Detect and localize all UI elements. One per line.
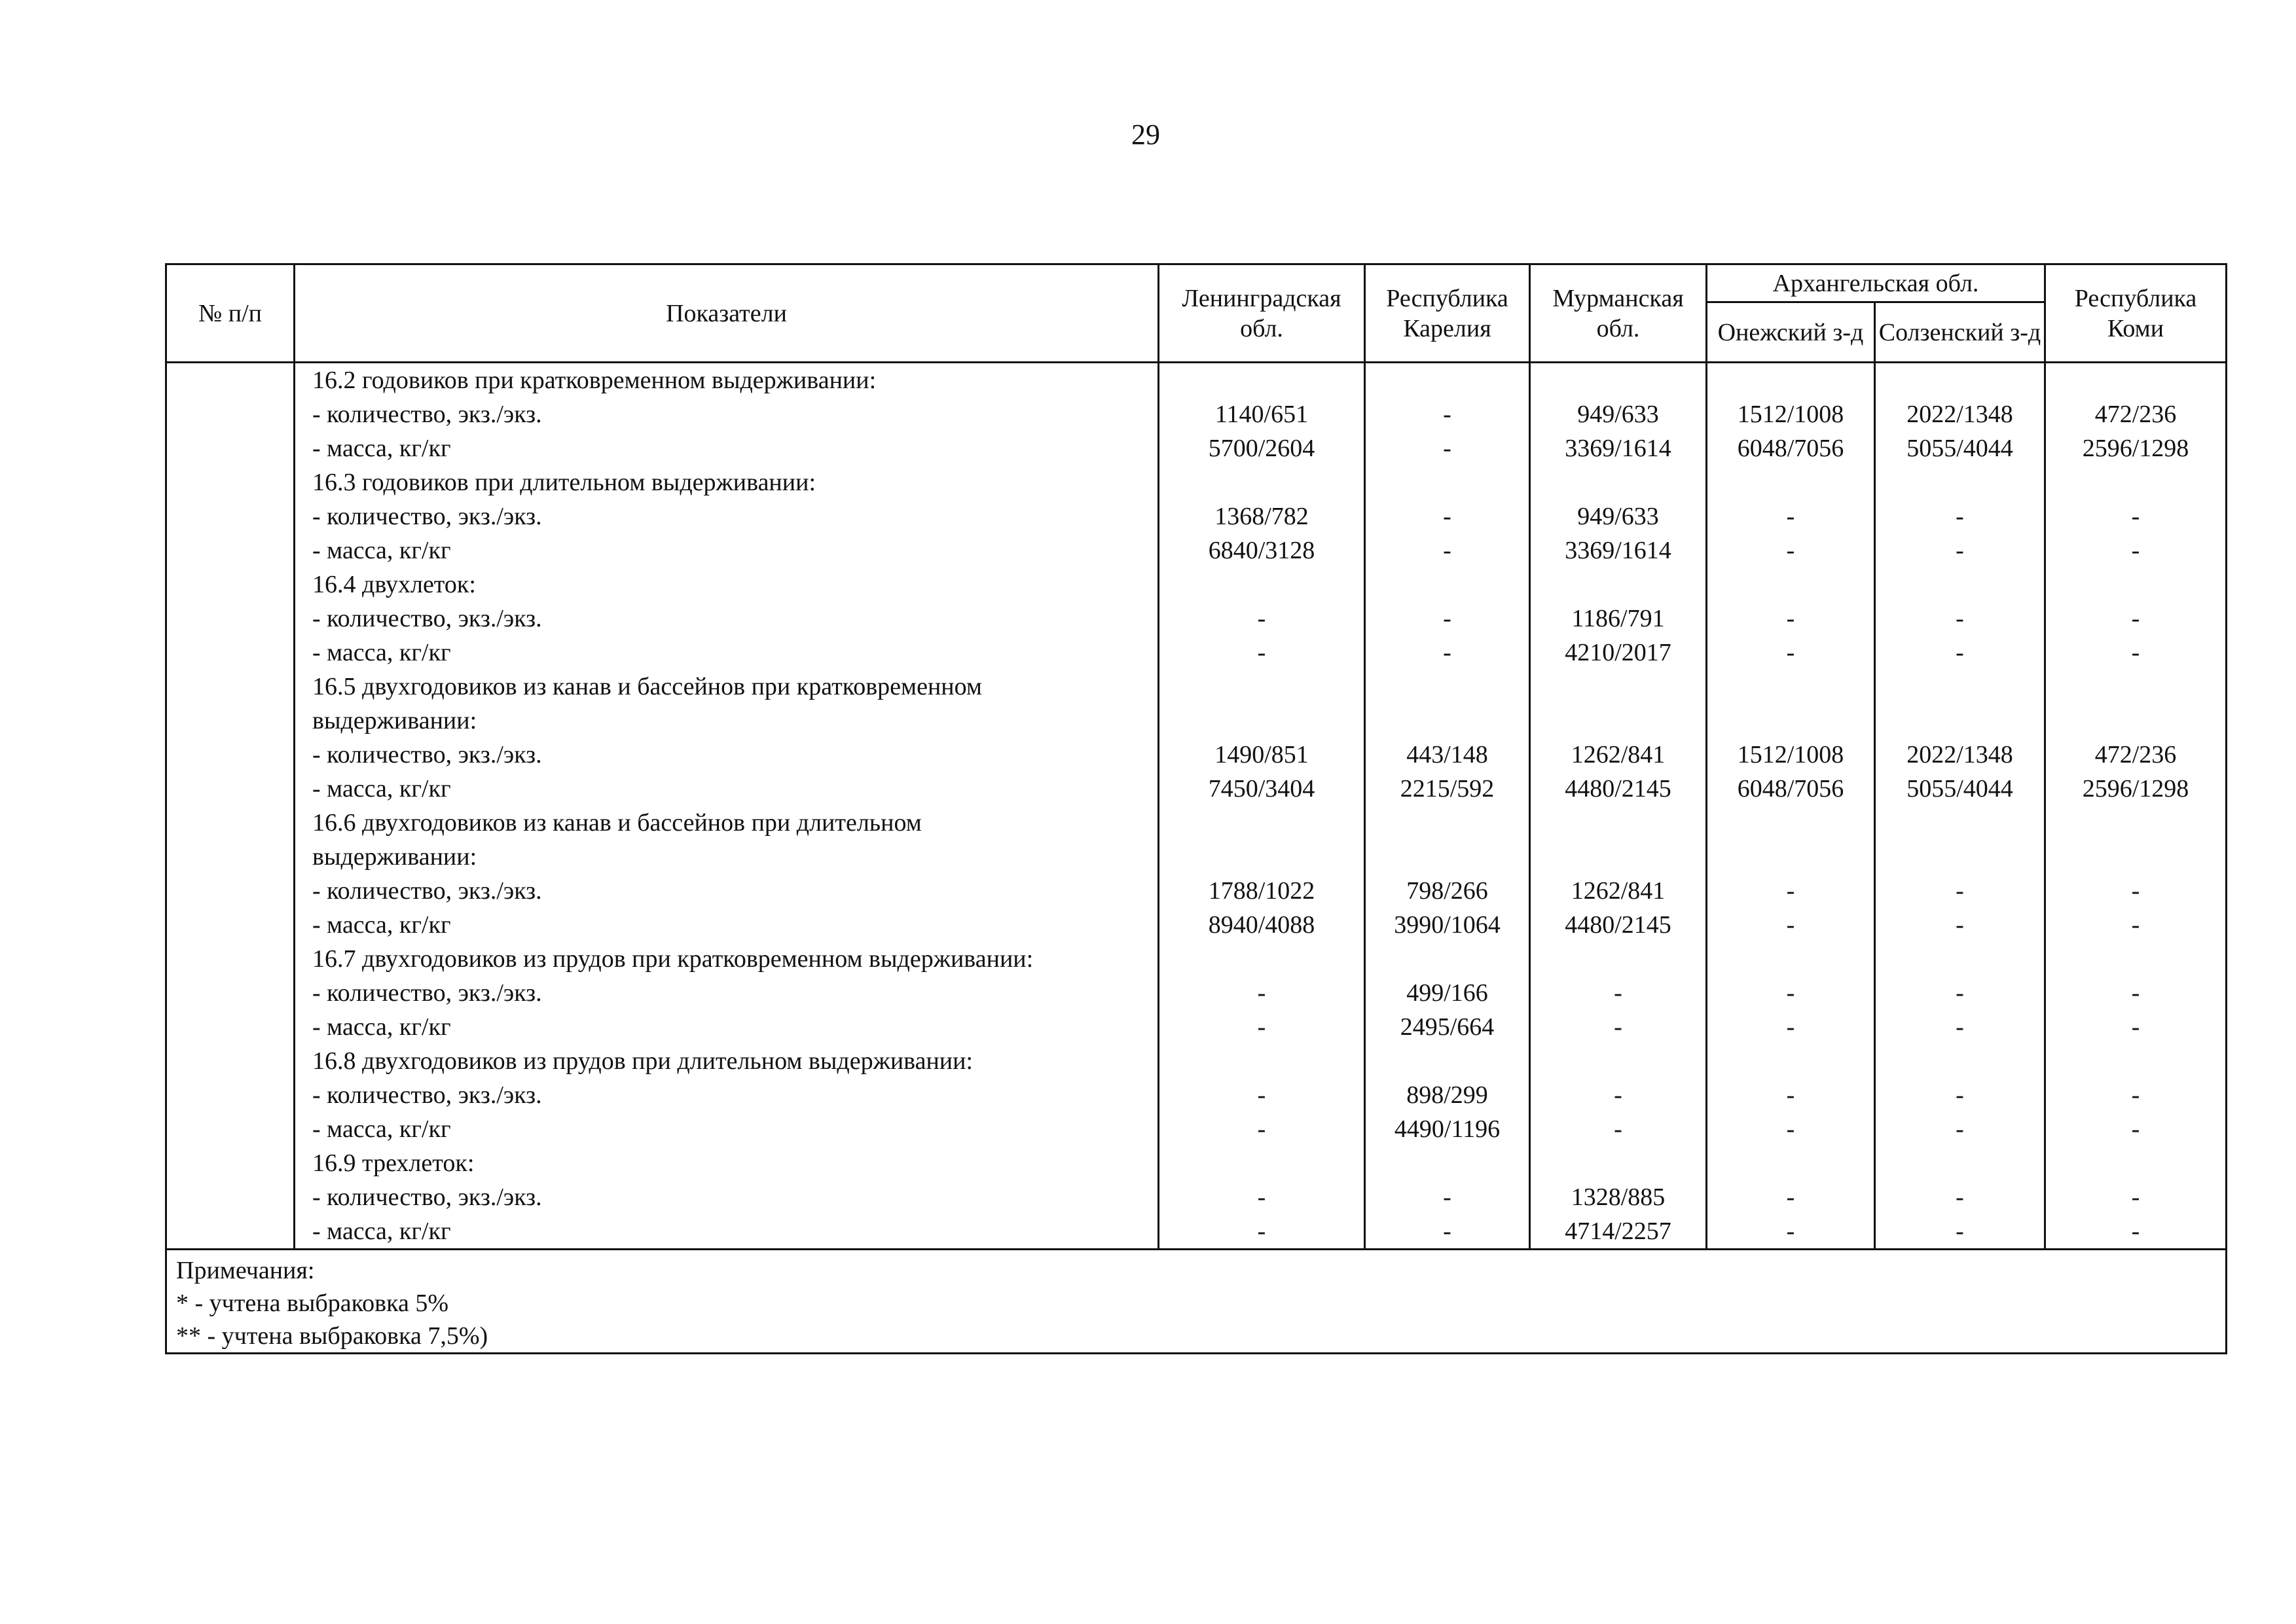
row-value: 499/166 xyxy=(1406,979,1488,1007)
indicators-column xyxy=(295,363,1159,1250)
header-murmansk: Мурманская обл. xyxy=(1530,264,1707,363)
row-label: - количество, экз./экз. xyxy=(312,1183,542,1211)
row-value: 4480/2145 xyxy=(1565,775,1671,803)
row-value xyxy=(1707,363,1874,397)
solzensky-column xyxy=(1875,363,2045,1250)
row-value: 2596/1298 xyxy=(2082,435,2189,462)
row-value: - xyxy=(2131,503,2140,530)
row-value xyxy=(2046,568,2225,602)
row-value: 949/633 xyxy=(1577,401,1659,428)
row-value: - xyxy=(1257,1081,1266,1109)
row-value: - xyxy=(1257,605,1266,632)
row-value xyxy=(1531,465,1705,499)
row-value xyxy=(1707,942,1874,976)
row-value xyxy=(1366,840,1529,874)
row-value: 1328/885 xyxy=(1571,1183,1666,1211)
row-value xyxy=(2046,840,2225,874)
row-label: - количество, экз./экз. xyxy=(312,503,542,530)
karelia-column xyxy=(1365,363,1530,1250)
row-value xyxy=(1531,363,1705,397)
header-arkhangelsk: Архангельская обл. xyxy=(1707,264,2045,302)
row-value xyxy=(1366,704,1529,738)
row-label: 16.7 двухгодовиков из прудов при кратковременном выдерживании: xyxy=(312,945,1034,973)
row-value: 898/299 xyxy=(1406,1081,1488,1109)
row-value: - xyxy=(1614,1115,1622,1143)
row-value: - xyxy=(1786,605,1795,632)
row-value: 1512/1008 xyxy=(1737,741,1844,768)
data-table xyxy=(165,263,2227,1354)
row-value xyxy=(1707,465,1874,499)
row-value: - xyxy=(2131,877,2140,905)
row-value: - xyxy=(1786,1218,1795,1245)
row-value: - xyxy=(1956,537,1964,564)
row-value xyxy=(2046,806,2225,840)
row-value xyxy=(1531,568,1705,602)
row-value: 8940/4088 xyxy=(1208,911,1315,939)
row-value: - xyxy=(1956,605,1964,632)
row-value: - xyxy=(2131,605,2140,632)
row-label: - масса, кг/кг xyxy=(312,775,451,803)
row-value xyxy=(2046,1044,2225,1078)
row-value: - xyxy=(1257,979,1266,1007)
row-value: - xyxy=(1956,1218,1964,1245)
row-value xyxy=(1531,806,1705,840)
row-value: - xyxy=(1956,979,1964,1007)
row-value: 2022/1348 xyxy=(1906,741,2013,768)
row-value: - xyxy=(2131,979,2140,1007)
row-value: 2596/1298 xyxy=(2082,775,2189,803)
header-leningrad: Ленинградская обл. xyxy=(1159,264,1365,363)
row-value: - xyxy=(1614,979,1622,1007)
row-label: - масса, кг/кг xyxy=(312,1115,451,1143)
row-value: - xyxy=(1786,1013,1795,1041)
row-value: 472/236 xyxy=(2094,401,2177,428)
row-value xyxy=(1707,1044,1874,1078)
row-label: - количество, экз./экз. xyxy=(312,1081,542,1109)
row-value: - xyxy=(1786,911,1795,939)
row-value: 5055/4044 xyxy=(1906,435,2013,462)
row-value: - xyxy=(1786,639,1795,666)
row-value xyxy=(1707,1146,1874,1180)
row-value xyxy=(1159,942,1364,976)
row-value xyxy=(1366,1146,1529,1180)
row-value: - xyxy=(1956,877,1964,905)
header-komi: Республика Коми xyxy=(2045,264,2227,363)
row-value: - xyxy=(1443,537,1451,564)
row-value xyxy=(1531,840,1705,874)
row-value: - xyxy=(1614,1013,1622,1041)
row-value xyxy=(1366,1044,1529,1078)
row-value: 6048/7056 xyxy=(1737,775,1844,803)
row-value: - xyxy=(1614,1081,1622,1109)
row-value: - xyxy=(2131,537,2140,564)
row-value: - xyxy=(1443,401,1451,428)
row-value: - xyxy=(1786,1081,1795,1109)
row-value: - xyxy=(1257,639,1266,666)
row-value: - xyxy=(1786,537,1795,564)
note-line: * - учтена выбраковка 5% xyxy=(176,1290,448,1317)
row-value: - xyxy=(1443,503,1451,530)
row-value: - xyxy=(1257,1115,1266,1143)
row-value xyxy=(1366,670,1529,704)
row-value xyxy=(1707,840,1874,874)
row-value xyxy=(1876,1146,2044,1180)
row-value: - xyxy=(2131,1218,2140,1245)
row-value: - xyxy=(2131,1081,2140,1109)
row-value: 1490/851 xyxy=(1214,741,1309,768)
row-value xyxy=(1876,806,2044,840)
row-value: 4714/2257 xyxy=(1565,1218,1671,1245)
row-value: 1368/782 xyxy=(1214,503,1309,530)
row-value: - xyxy=(1956,1081,1964,1109)
row-value: - xyxy=(1257,1013,1266,1041)
row-value xyxy=(2046,1146,2225,1180)
row-value xyxy=(1876,942,2044,976)
row-value: - xyxy=(2131,1183,2140,1211)
row-value xyxy=(1159,568,1364,602)
row-value xyxy=(1707,806,1874,840)
row-value: 6048/7056 xyxy=(1737,435,1844,462)
row-label: - масса, кг/кг xyxy=(312,911,451,939)
row-value: 5055/4044 xyxy=(1906,775,2013,803)
row-value: - xyxy=(1956,1013,1964,1041)
row-value xyxy=(1159,1044,1364,1078)
row-value xyxy=(1531,704,1705,738)
row-value xyxy=(1159,670,1364,704)
row-value xyxy=(1707,704,1874,738)
row-value xyxy=(1876,568,2044,602)
row-value xyxy=(2046,942,2225,976)
row-label: - количество, экз./экз. xyxy=(312,979,542,1007)
row-value: - xyxy=(1443,1183,1451,1211)
row-label: 16.4 двухлеток: xyxy=(312,571,476,598)
row-value: - xyxy=(1956,503,1964,530)
row-value: - xyxy=(2131,639,2140,666)
row-label: 16.8 двухгодовиков из прудов при длительном выдерживании: xyxy=(312,1047,974,1075)
header-indicators: Показатели xyxy=(295,264,1159,363)
row-label: 16.3 годовиков при длительном выдерживании: xyxy=(312,469,816,496)
row-value xyxy=(1159,465,1364,499)
row-value: 3369/1614 xyxy=(1565,537,1671,564)
note-line: ** - учтена выбраковка 7,5%) xyxy=(176,1322,488,1350)
row-label: 16.6 двухгодовиков из канав и бассейнов при длительном xyxy=(312,809,922,837)
row-value: 4480/2145 xyxy=(1565,911,1671,939)
row-value: 2215/592 xyxy=(1400,775,1495,803)
row-value xyxy=(1159,704,1364,738)
row-label: - масса, кг/кг xyxy=(312,435,451,462)
row-label: - масса, кг/кг xyxy=(312,537,451,564)
row-label: выдерживании: xyxy=(312,843,477,871)
row-value: 2495/664 xyxy=(1400,1013,1495,1041)
row-value: 4210/2017 xyxy=(1565,639,1671,666)
row-label: выдерживании: xyxy=(312,707,477,734)
row-value xyxy=(1876,840,2044,874)
row-value xyxy=(1159,806,1364,840)
row-label: - количество, экз./экз. xyxy=(312,877,542,905)
row-value: 3369/1614 xyxy=(1565,435,1671,462)
row-value xyxy=(1531,942,1705,976)
murmansk-column xyxy=(1530,363,1707,1250)
row-value: - xyxy=(1443,1218,1451,1245)
row-value: 2022/1348 xyxy=(1906,401,2013,428)
row-value: 1262/841 xyxy=(1571,741,1666,768)
row-value xyxy=(1159,840,1364,874)
row-label: - масса, кг/кг xyxy=(312,1218,451,1245)
row-value xyxy=(1876,363,2044,397)
row-value xyxy=(1531,670,1705,704)
row-value xyxy=(1366,465,1529,499)
page-number: 29 xyxy=(1131,118,1160,151)
row-value xyxy=(1876,670,2044,704)
row-value: - xyxy=(1956,1115,1964,1143)
row-value xyxy=(2046,670,2225,704)
row-value: - xyxy=(1786,877,1795,905)
row-value: - xyxy=(1786,979,1795,1007)
row-value: 1512/1008 xyxy=(1737,401,1844,428)
row-value: 949/633 xyxy=(1577,503,1659,530)
row-value xyxy=(1159,363,1364,397)
row-value: 4490/1196 xyxy=(1394,1115,1501,1143)
row-value xyxy=(1531,1146,1705,1180)
row-label: 16.5 двухгодовиков из канав и бассейнов при кратковременном xyxy=(312,673,982,700)
row-value xyxy=(1159,1146,1364,1180)
komi-column xyxy=(2045,363,2227,1250)
row-value xyxy=(2046,363,2225,397)
row-value: - xyxy=(1443,639,1451,666)
row-value xyxy=(1876,1044,2044,1078)
row-value: 1262/841 xyxy=(1571,877,1666,905)
row-value: - xyxy=(1443,605,1451,632)
row-value: - xyxy=(1786,503,1795,530)
row-value: 472/236 xyxy=(2094,741,2177,768)
row-value: 5700/2604 xyxy=(1208,435,1315,462)
row-value: 1186/791 xyxy=(1571,605,1665,632)
row-value: - xyxy=(1257,1218,1266,1245)
row-label: - количество, экз./экз. xyxy=(312,741,542,768)
row-value: - xyxy=(2131,911,2140,939)
row-value: 7450/3404 xyxy=(1208,775,1315,803)
row-value: 1140/651 xyxy=(1214,401,1309,428)
header-onezhsky: Онежский з-д xyxy=(1707,302,1875,363)
row-value: - xyxy=(1956,1183,1964,1211)
row-label: - количество, экз./экз. xyxy=(312,605,542,632)
row-value: 3990/1064 xyxy=(1394,911,1501,939)
row-value xyxy=(1876,704,2044,738)
num-column xyxy=(166,363,295,1250)
row-label: 16.2 годовиков при кратковременном выдерживании: xyxy=(312,367,877,394)
notes-section xyxy=(166,1250,2227,1354)
row-value xyxy=(1366,363,1529,397)
row-value: - xyxy=(1786,1183,1795,1211)
header-karelia: Республика Карелия xyxy=(1365,264,1530,363)
row-value xyxy=(1366,942,1529,976)
row-value xyxy=(2046,704,2225,738)
row-value xyxy=(1366,806,1529,840)
row-label: 16.9 трехлеток: xyxy=(312,1149,475,1177)
row-label: - количество, экз./экз. xyxy=(312,401,542,428)
row-value xyxy=(1707,568,1874,602)
row-value xyxy=(2046,465,2225,499)
note-line: Примечания: xyxy=(176,1257,315,1284)
onezhsky-column xyxy=(1707,363,1875,1250)
row-value xyxy=(1876,465,2044,499)
header-num: № п/п xyxy=(166,264,295,363)
row-value: - xyxy=(1786,1115,1795,1143)
row-value: 6840/3128 xyxy=(1208,537,1315,564)
header-solzensky: Солзенский з-д xyxy=(1875,302,2045,363)
row-value: 443/148 xyxy=(1406,741,1488,768)
row-value xyxy=(1531,1044,1705,1078)
row-value: - xyxy=(1257,1183,1266,1211)
row-value xyxy=(1707,670,1874,704)
row-value: - xyxy=(1956,639,1964,666)
row-label: - масса, кг/кг xyxy=(312,1013,451,1041)
row-value: - xyxy=(1443,435,1451,462)
row-value: - xyxy=(2131,1013,2140,1041)
row-label: - масса, кг/кг xyxy=(312,639,451,666)
row-value: 798/266 xyxy=(1406,877,1488,905)
row-value: 1788/1022 xyxy=(1208,877,1315,905)
leningrad-column xyxy=(1159,363,1365,1250)
row-value xyxy=(1366,568,1529,602)
row-value: - xyxy=(1956,911,1964,939)
row-value: - xyxy=(2131,1115,2140,1143)
